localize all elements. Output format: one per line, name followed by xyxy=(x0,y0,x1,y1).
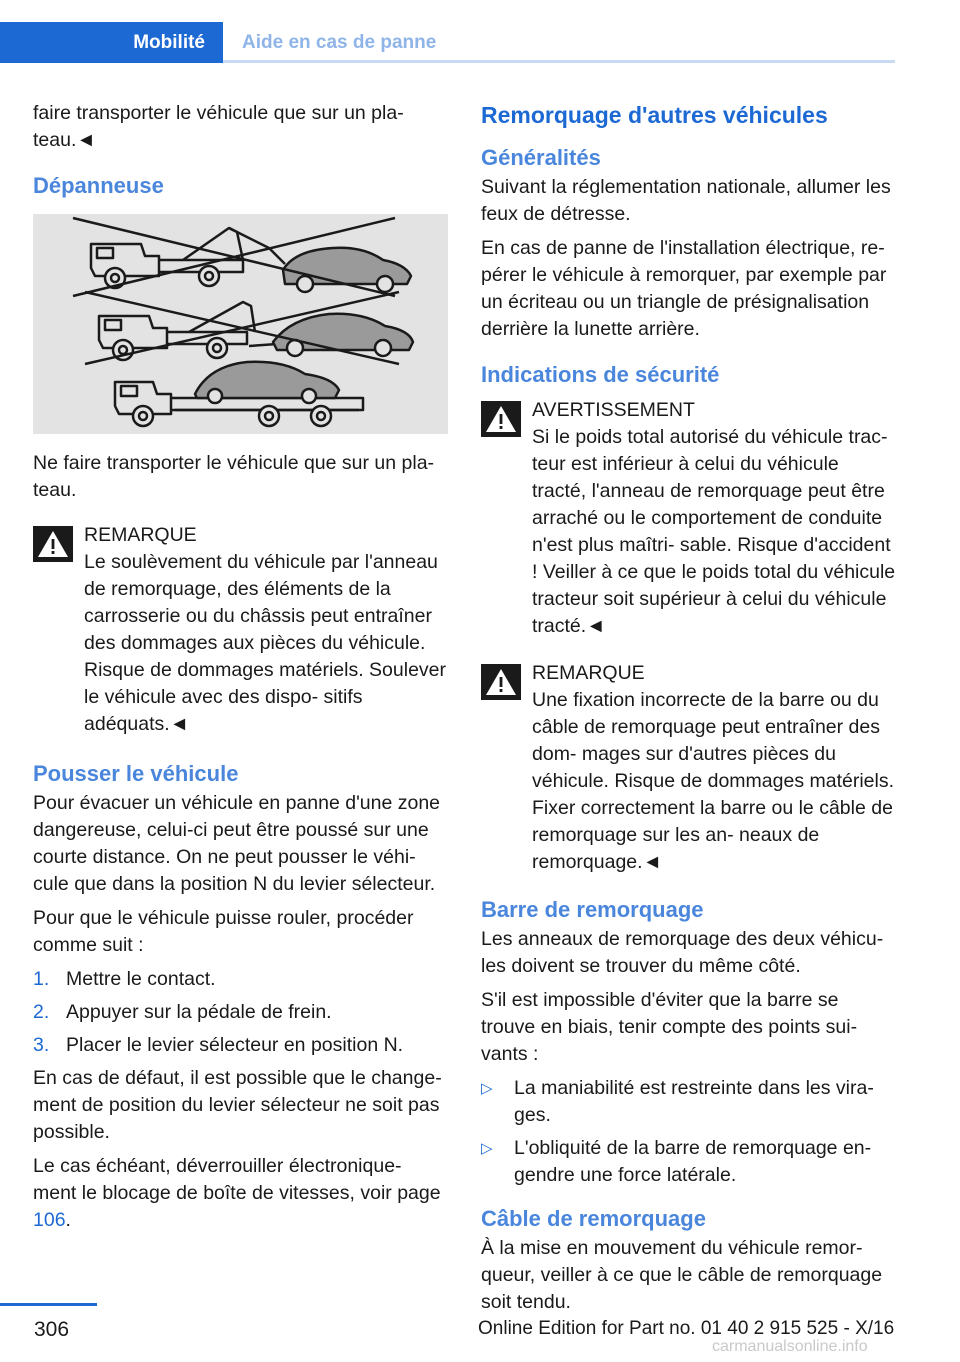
remark-label-1: REMARQUE xyxy=(84,524,197,546)
heading-depanneuse: Dépanneuse xyxy=(33,173,164,198)
heading-pousser: Pousser le véhicule xyxy=(33,761,239,786)
remark-box-1 xyxy=(33,522,448,738)
header-tabs xyxy=(0,22,895,63)
remark-box-2 xyxy=(481,660,896,876)
barre-para-1: Les anneaux de remorquage des deux véhicu‐ les doivent se trouver du même côté. xyxy=(481,928,884,977)
heading-barre: Barre de remorquage xyxy=(481,897,704,922)
warning-text: Si le poids total autorisé du véhicule trac‐ teur est inférieur à celui du véhicule tracté, l'anneau de remorquage peut être arraché ou le comportement de conduite n'est plus maîtri‐ sable. Risque d'accident ! Veiller à ce que le poids total du véhicule tracteur soit supérieur à celui du véhicule tracté.◄ xyxy=(532,426,896,637)
heading-securite: Indications de sécurité xyxy=(481,362,720,387)
heading-remorquage: Remorquage d'autres véhicules xyxy=(481,102,828,128)
bullet-list xyxy=(481,1075,896,1189)
pousser-para-1: Pour évacuer un véhicule en panne d'une zone dangereuse, celui-ci peut être poussé sur une courte distance. On ne peut pousser le véhi‐ cule que dans la position N du levier sélecteur. xyxy=(33,792,441,895)
pousser-para-2: Pour que le véhicule puisse rouler, procéder comme suit : xyxy=(33,907,414,956)
tab-mobilite[interactable]: Mobilité xyxy=(0,22,223,63)
edition-text: Online Edition for Part no. 01 40 2 915 525 - X/16 xyxy=(478,1318,895,1339)
warning-triangle-icon xyxy=(481,664,521,700)
remark-text-2: Une fixation incorrecte de la barre ou du câble de remorquage peut entraîner des dom‐ mages sur d'autres pièces du véhicule. Risque de dommages matériels. Fixer correctement la barre ou le câble de remorquage sur les an‐ neaux de remorquage.◄ xyxy=(532,689,895,873)
list-item: 1. Mettre le contact. xyxy=(33,968,216,990)
warning-triangle-icon xyxy=(33,526,73,562)
footer-accent-line xyxy=(0,1303,97,1306)
steps-list xyxy=(33,966,448,1059)
bullet-triangle-icon: ▷ xyxy=(481,1140,493,1157)
page-number: 306 xyxy=(34,1318,70,1341)
tab-aide-panne[interactable]: Aide en cas de panne xyxy=(242,31,437,53)
generalites-para-1: Suivant la réglementation nationale, allumer les feux de détresse. xyxy=(481,176,891,225)
bullet-triangle-icon: ▷ xyxy=(481,1080,493,1097)
tow-truck-illustration xyxy=(33,214,448,434)
barre-para-2: S'il est impossible d'éviter que la barre se trouve en biais, tenir compte des points sui‐ vants : xyxy=(481,989,858,1065)
tow-truck-drawing xyxy=(33,214,448,434)
header-divider xyxy=(223,60,895,63)
remark-text-1: Le soulèvement du véhicule par l'anneau de remorquage, des éléments de la carrosserie ou du châssis peut entraîner des dommages aux pièces du véhicule. Risque de dommages matériels. Soulever le véhicule avec des dispo‐ sitifs adéquats.◄ xyxy=(84,551,447,735)
generalites-para-2: En cas de panne de l'installation électrique, re‐ pérer le véhicule à remorquer, par exemple par un écriteau ou un triangle de présignalisation derrière la lunette arrière. xyxy=(481,237,887,340)
left-column xyxy=(33,100,448,1241)
warning-box xyxy=(481,397,896,640)
page-link-106[interactable]: 106 xyxy=(33,1209,66,1231)
remark-label-2: REMARQUE xyxy=(532,662,645,684)
warning-triangle-icon xyxy=(481,401,521,437)
list-item: 2. Appuyer sur la pédale de frein. xyxy=(33,1001,332,1023)
cable-para-1: À la mise en mouvement du véhicule remor‐ queur, veiller à ce que le câble de remorquage soit tendu. xyxy=(481,1237,883,1313)
list-item: ▷ La maniabilité est restreinte dans les vira‐ ges. xyxy=(481,1077,874,1126)
heading-cable: Câble de remorquage xyxy=(481,1206,706,1231)
watermark: carmanualsonline.info xyxy=(712,1338,868,1355)
intro-text: faire transporter le véhicule que sur un pla‐ teau.◄ xyxy=(33,102,404,151)
heading-generalites: Généralités xyxy=(481,145,601,170)
warning-label: AVERTISSEMENT xyxy=(532,399,695,421)
pousser-para-4: Le cas échéant, déverrouiller électronique‐ ment le blocage de boîte de vitesses, voir page 106. xyxy=(33,1155,441,1231)
list-item: 3. Placer le levier sélecteur en position N. xyxy=(33,1034,404,1056)
pousser-para-3: En cas de défaut, il est possible que le change‐ ment de position du levier sélecteur ne soit pas possible. xyxy=(33,1067,442,1143)
figure-caption: Ne faire transporter le véhicule que sur un pla‐ teau. xyxy=(33,452,435,501)
list-item: ▷ L'obliquité de la barre de remorquage en‐ gendre une force latérale. xyxy=(481,1137,872,1186)
right-column xyxy=(481,100,896,1323)
